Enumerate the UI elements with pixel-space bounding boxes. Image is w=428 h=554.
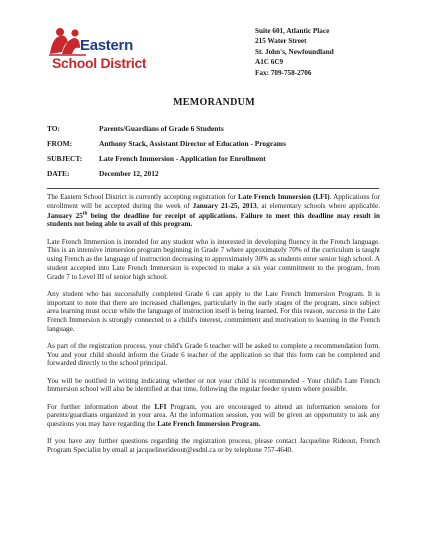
address-block [255,26,334,78]
paragraph-recommendation: As part of the registration process, your child's Grade 6 teacher will be asked to complete a recommendation form. You and your child should inform the Grade 6 teacher of the application so that this form can be completed and forwarded directly to the school principal. [47,342,380,368]
to-value: Parents/Guardians of Grade 6 Students [99,124,224,133]
address-line: 215 Water Street [255,37,307,46]
deadline-text: being the deadline for receipt of applications. Failure to meet this deadline may result in students not being able to avail of this program. [47,211,380,229]
fax-number: Fax: 709-758-2706 [255,68,312,77]
text-run: . Applications for enrollment will be accepted during the week of [47,193,380,210]
text-run: The Eastern School District is currently accepting registration for [47,193,238,201]
lfi-highlight: Late French Immersion (LFI) [237,193,330,201]
date-label: DATE: [47,169,70,178]
lfi-highlight: LFI [154,402,167,411]
date-value: December 12, 2012 [99,169,159,178]
from-label: FROM: [47,139,73,148]
text-run: For further information about the [47,402,155,411]
paragraph-registration [47,193,380,229]
logo-eastern-text: Eastern [80,37,133,54]
paragraph-eligibility: Any student who has successfully completed Grade 6 can apply to the Late French Immersion Program. It is important to note that there are increased challenges, particularly in the early stages of the program, since subject area learning must occur while the language of instruction itself is being learned. For this reason, success in the Late French Immersion is strongly connected to a child's interest, commitment and motivation to learning in the French language. [47,289,380,333]
text-run: , at elementary schools where applicable. [256,201,380,210]
paragraph-notification: You will be notified in writing indicating whether or not your child is recommended - Your child's Late French Immersion school will also be identified at that time, following the regular feeder system where possible. [47,376,380,394]
subject-label: SUBJECT: [47,154,83,163]
logo-school-district-text: School District [52,55,147,71]
to-label: TO: [47,124,61,133]
address-line: A1C 6C9 [255,58,284,67]
deadline-statement [47,212,380,229]
text-run: Program, you are encouraged to attend an information sessions for parents/guardians organized in your area. At the information session, you will be given an opportunity to ask any questions you may have regarding the [47,402,380,429]
paragraph-information-sessions [47,403,380,429]
date-suffix: th [82,211,88,217]
paragraph-program-intro: Late French Immersion is intended for any student who is interested in developing fluency in the French language. This is an intensive immersion program beginning in Grade 7 where approximately 70% of the curriculum is taught using French as the language of instruction decreasing to approximately 30% as students enter senior high school. A student accepted into Late French Immersion is expected to make a six year commitment to the program, from Grade 7 to Level III of senior high school. [47,237,380,281]
program-name: Late French Immersion Program. [157,420,261,429]
address-line: St. John's, Newfoundland [255,47,334,56]
header-divider [47,188,379,189]
paragraph-contact: If you have any further questions regarding the registration process, please contact Jacqueline Rideout, French Program Specialist by email at jacquelinerideout@esdnl.ca or by telephone 757-4640. [47,437,380,455]
deadline-date: January 25 [47,211,83,220]
from-value: Anthony Stack, Assistant Director of Education - Programs [99,139,286,148]
subject-value: Late French Immersion - Application for Enrollment [99,154,266,163]
address-line: Suite 601, Atlantic Place [255,27,330,35]
memo-body [47,193,380,463]
registration-dates: January 21-25, 2013 [192,201,257,210]
memo-title: MEMORANDUM [173,97,255,108]
district-logo [46,24,158,78]
